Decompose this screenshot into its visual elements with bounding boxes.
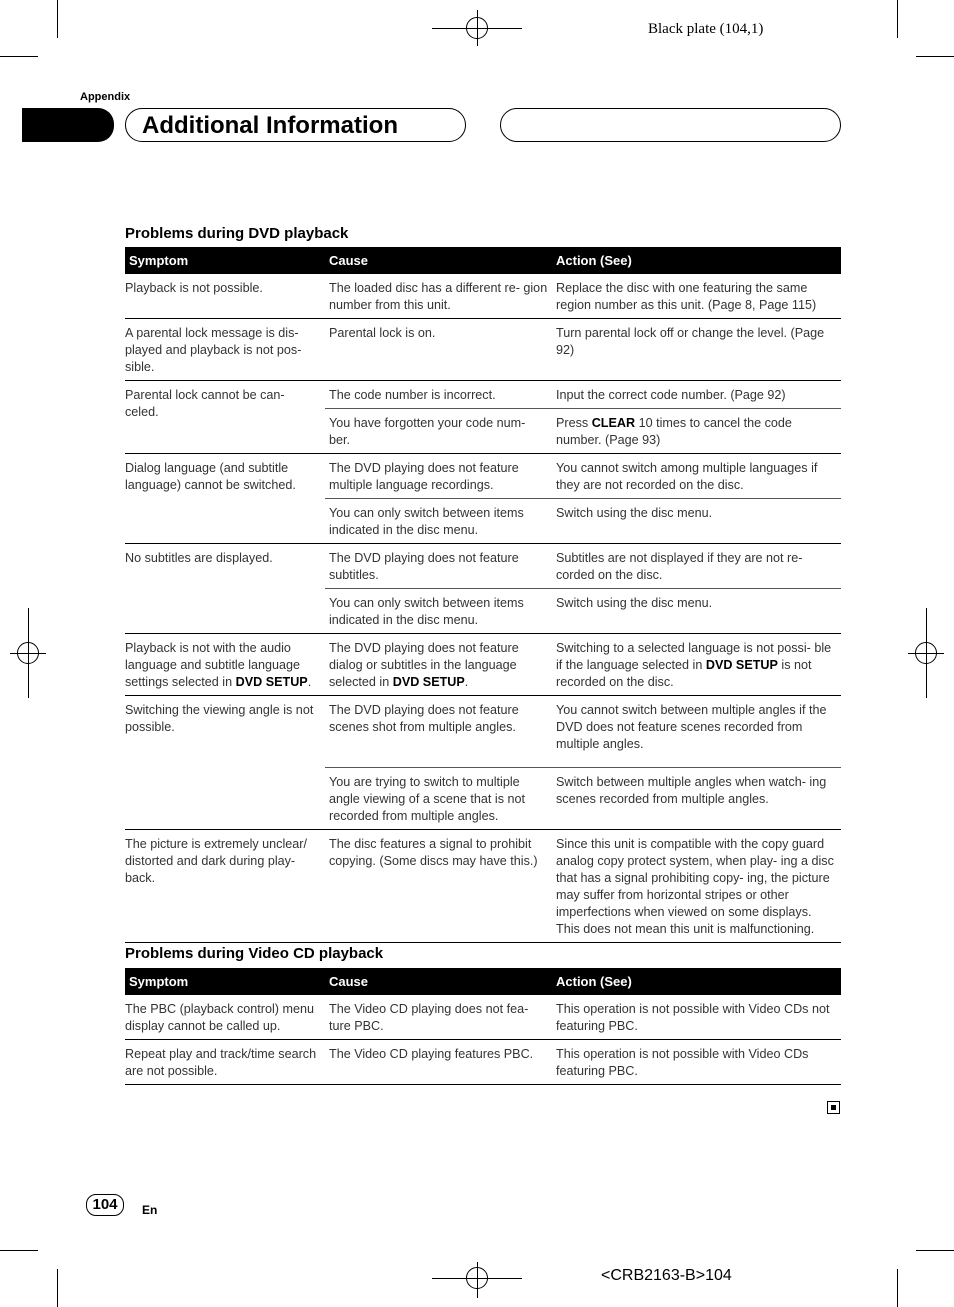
cause-cell (325, 634, 552, 696)
table-header-row (125, 968, 841, 995)
page-number: 104 (86, 1194, 124, 1216)
cause-cell: Parental lock is on. (325, 319, 552, 381)
crop-mark (897, 1269, 898, 1307)
symptom-cell: Switching the viewing angle is not possible. (125, 696, 325, 830)
dvd-section-heading: Problems during DVD playback (125, 225, 349, 242)
cause-cell: The loaded disc has a different re- gion number from this unit. (325, 274, 552, 319)
column-header-cause: Cause (325, 968, 552, 995)
registration-mark-icon (17, 642, 39, 664)
action-cell: Subtitles are not displayed if they are not re- corded on the disc. (552, 544, 841, 589)
symptom-cell: The picture is extremely unclear/ distorted and dark during play- back. (125, 830, 325, 943)
title-pill (125, 108, 466, 142)
column-header-action: Action (See) (552, 247, 841, 274)
symptom-cell: Repeat play and track/time search are not possible. (125, 1040, 325, 1085)
keyword-clear: CLEAR (591, 416, 636, 430)
column-header-symptom: Symptom (125, 247, 325, 274)
cause-cell: The DVD playing does not feature multiple language recordings. (325, 454, 552, 499)
action-cell: Switch between multiple angles when watch- ing scenes recorded from multiple angles. (552, 768, 841, 830)
crop-mark (57, 0, 58, 38)
keyword-dvd-setup: DVD SETUP (705, 658, 778, 672)
cause-cell: The Video CD playing does not fea- ture PBC. (325, 995, 552, 1040)
column-header-symptom: Symptom (125, 968, 325, 995)
table-row (125, 544, 841, 589)
symptom-cell: Dialog language (and subtitle language) cannot be switched. (125, 454, 325, 544)
cause-cell: The DVD playing does not feature scenes shot from multiple angles. (325, 696, 552, 768)
dvd-problems-table (125, 247, 841, 943)
table-row (125, 696, 841, 768)
action-cell: Switch using the disc menu. (552, 499, 841, 544)
registration-mark-icon (466, 1267, 488, 1289)
keyword-dvd-setup: DVD SETUP (392, 675, 465, 689)
crop-mark (916, 56, 954, 57)
action-cell: Replace the disc with one featuring the same region number as this unit. (Page 8, Page 115) (552, 274, 841, 319)
table-row (125, 381, 841, 409)
crop-mark (57, 1269, 58, 1307)
action-cell (552, 634, 841, 696)
crop-mark (916, 1250, 954, 1251)
keyword-dvd-setup: DVD SETUP (235, 675, 308, 689)
symptom-text: Playback is not with the audio language and subtitle language settings selected in (125, 641, 301, 689)
header-empty-pill (500, 108, 841, 142)
cause-text: . (464, 675, 469, 689)
table-row (125, 274, 841, 319)
action-cell: This operation is not possible with Video CDs featuring PBC. (552, 1040, 841, 1085)
crop-mark (0, 1250, 38, 1251)
table-row (125, 1040, 841, 1085)
action-text: Switching to a selected language is not possi- ble if the language selected in (556, 641, 832, 672)
page-title: Additional Information (142, 112, 398, 139)
symptom-cell: No subtitles are displayed. (125, 544, 325, 634)
cause-cell: The DVD playing does not feature subtitles. (325, 544, 552, 589)
table-row (125, 634, 841, 696)
table-header-row (125, 247, 841, 274)
table-row (125, 319, 841, 381)
cause-cell: You have forgotten your code num- ber. (325, 409, 552, 454)
table-row (125, 454, 841, 499)
plate-label: Black plate (104,1) (648, 21, 764, 37)
action-cell: You cannot switch between multiple angles if the DVD does not feature scenes recorded from multiple angles. (552, 696, 841, 768)
symptom-cell (125, 634, 325, 696)
action-cell (552, 409, 841, 454)
cause-cell: You can only switch between items indicated in the disc menu. (325, 589, 552, 634)
action-text: 10 times to cancel the code number. (Page 93) (556, 416, 792, 447)
action-text: is not recorded on the disc. (556, 658, 812, 689)
registration-mark-icon (915, 642, 937, 664)
table-row (125, 830, 841, 943)
cause-text: The DVD playing does not feature dialog or subtitles in the language selected in (329, 641, 519, 689)
symptom-cell: Parental lock cannot be can- celed. (125, 381, 325, 454)
symptom-cell: Playback is not possible. (125, 274, 325, 319)
column-header-action: Action (See) (552, 968, 841, 995)
cause-cell: You can only switch between items indicated in the disc menu. (325, 499, 552, 544)
symptom-text: . (307, 675, 312, 689)
header-black-bar (22, 108, 114, 142)
cause-cell: You are trying to switch to multiple angle viewing of a scene that is not recorded from multiple angles. (325, 768, 552, 830)
end-mark-icon (827, 1101, 840, 1114)
action-cell: This operation is not possible with Video CDs not featuring PBC. (552, 995, 841, 1040)
document-code: <CRB2163-B>104 (601, 1267, 732, 1284)
action-cell: Since this unit is compatible with the copy guard analog copy protect system, when play- ing a disc that has a signal prohibiting copy- ing, the picture may suffer from horizontal stripes or other imperfections when viewed on some displays. This does not mean this unit is malfunctioning. (552, 830, 841, 943)
section-label: Appendix (80, 91, 131, 103)
cause-cell: The disc features a signal to prohibit copying. (Some discs may have this.) (325, 830, 552, 943)
crop-mark (0, 56, 38, 57)
cause-cell: The Video CD playing features PBC. (325, 1040, 552, 1085)
action-cell: You cannot switch among multiple languages if they are not recorded on the disc. (552, 454, 841, 499)
action-text: Press (556, 416, 592, 430)
crop-mark (897, 0, 898, 38)
vcd-section-heading: Problems during Video CD playback (125, 945, 384, 962)
cause-cell: The code number is incorrect. (325, 381, 552, 409)
column-header-cause: Cause (325, 247, 552, 274)
vcd-problems-table (125, 968, 841, 1085)
table-row (125, 995, 841, 1040)
registration-mark-icon (466, 17, 488, 39)
action-cell: Turn parental lock off or change the level. (Page 92) (552, 319, 841, 381)
action-cell: Input the correct code number. (Page 92) (552, 381, 841, 409)
action-cell: Switch using the disc menu. (552, 589, 841, 634)
language-label: En (142, 1203, 158, 1217)
symptom-cell: A parental lock message is dis- played and playback is not pos- sible. (125, 319, 325, 381)
symptom-cell: The PBC (playback control) menu display cannot be called up. (125, 995, 325, 1040)
